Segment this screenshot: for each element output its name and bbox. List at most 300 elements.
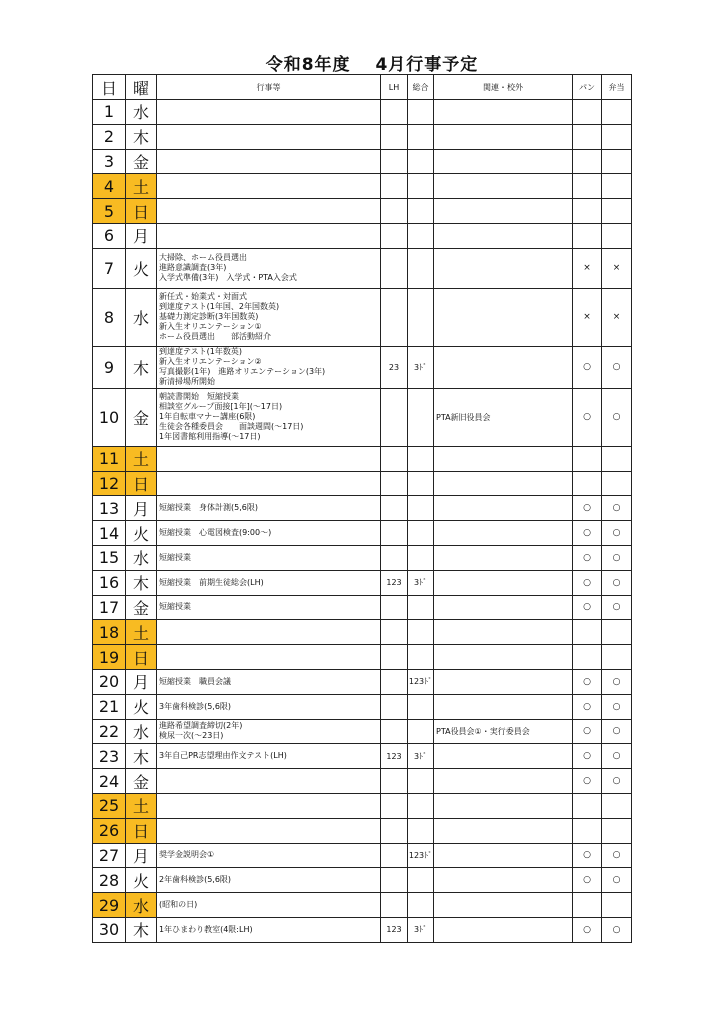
day-cell: 3 bbox=[93, 149, 126, 174]
kanren-cell bbox=[434, 248, 573, 288]
table-row bbox=[93, 620, 632, 645]
kanren-cell bbox=[434, 521, 573, 546]
table-row bbox=[93, 124, 632, 149]
day-cell: 26 bbox=[93, 818, 126, 843]
events-cell bbox=[157, 471, 381, 496]
table-row bbox=[93, 388, 632, 446]
weekday-cell: 月 bbox=[126, 496, 157, 521]
table-row bbox=[93, 694, 632, 719]
kanren-cell bbox=[434, 346, 573, 388]
events-cell bbox=[157, 288, 381, 346]
day-cell: 20 bbox=[93, 669, 126, 694]
weekday-cell: 日 bbox=[126, 199, 157, 224]
sogo-cell bbox=[408, 893, 434, 918]
events-cell bbox=[157, 545, 381, 570]
bento-cell: ○ bbox=[602, 769, 632, 794]
kanren-cell bbox=[434, 645, 573, 670]
kanren-cell bbox=[434, 199, 573, 224]
pan-cell bbox=[573, 149, 602, 174]
kanren-cell: PTA新旧役員会 bbox=[434, 388, 573, 446]
lh-cell bbox=[381, 496, 408, 521]
pan-cell bbox=[573, 471, 602, 496]
events-cell bbox=[157, 174, 381, 199]
weekday-cell: 金 bbox=[126, 149, 157, 174]
bento-cell: ○ bbox=[602, 868, 632, 893]
events-cell bbox=[157, 446, 381, 471]
sogo-cell bbox=[408, 793, 434, 818]
lh-cell bbox=[381, 174, 408, 199]
pan-cell: ○ bbox=[573, 545, 602, 570]
page-title: 令和8年度 4月行事予定 bbox=[265, 55, 479, 75]
kanren-cell bbox=[434, 100, 573, 125]
lh-cell bbox=[381, 793, 408, 818]
day-cell: 19 bbox=[93, 645, 126, 670]
event-line: 新入生オリエンテーション① bbox=[159, 322, 262, 332]
sogo-cell: 3ﾄﾞ bbox=[408, 570, 434, 595]
kanren-cell bbox=[434, 545, 573, 570]
pan-cell: ○ bbox=[573, 521, 602, 546]
kanren-cell bbox=[434, 620, 573, 645]
event-line: 大掃除、ホーム役員選出 bbox=[159, 253, 247, 263]
pan-cell: ○ bbox=[573, 917, 602, 942]
table-row bbox=[93, 793, 632, 818]
weekday-cell: 水 bbox=[126, 719, 157, 744]
bento-cell: ○ bbox=[602, 521, 632, 546]
pan-cell: ○ bbox=[573, 570, 602, 595]
weekday-cell: 日 bbox=[126, 818, 157, 843]
events-cell bbox=[157, 223, 381, 248]
table-row bbox=[93, 595, 632, 620]
kanren-cell bbox=[434, 570, 573, 595]
events-cell bbox=[157, 388, 381, 446]
pan-cell: ○ bbox=[573, 388, 602, 446]
header-sogo: 総合 bbox=[408, 75, 434, 100]
weekday-cell: 水 bbox=[126, 288, 157, 346]
day-cell: 9 bbox=[93, 346, 126, 388]
event-line: 到達度テスト(1年国、2年国数英) bbox=[159, 302, 280, 312]
bento-cell bbox=[602, 446, 632, 471]
table-row bbox=[93, 223, 632, 248]
event-line: 1年ひまわり教室(4限:LH) bbox=[159, 924, 253, 934]
table-row bbox=[93, 669, 632, 694]
events-cell bbox=[157, 669, 381, 694]
weekday-cell: 金 bbox=[126, 388, 157, 446]
day-cell: 2 bbox=[93, 124, 126, 149]
bento-cell: ○ bbox=[602, 744, 632, 769]
table-row bbox=[93, 719, 632, 744]
event-line: 1年図書館利用指導(～17日) bbox=[159, 432, 261, 442]
table-row bbox=[93, 769, 632, 794]
day-cell: 7 bbox=[93, 248, 126, 288]
weekday-cell: 日 bbox=[126, 471, 157, 496]
events-cell bbox=[157, 199, 381, 224]
sogo-cell bbox=[408, 174, 434, 199]
event-line: (昭和の日) bbox=[159, 900, 198, 910]
day-cell: 13 bbox=[93, 496, 126, 521]
bento-cell: ○ bbox=[602, 669, 632, 694]
bento-cell: ○ bbox=[602, 843, 632, 868]
kanren-cell bbox=[434, 288, 573, 346]
bento-cell bbox=[602, 645, 632, 670]
event-line: 検尿一次(～23日) bbox=[159, 731, 224, 741]
table-row bbox=[93, 288, 632, 346]
lh-cell bbox=[381, 843, 408, 868]
events-cell bbox=[157, 496, 381, 521]
weekday-cell: 木 bbox=[126, 570, 157, 595]
lh-cell bbox=[381, 223, 408, 248]
sogo-cell bbox=[408, 595, 434, 620]
weekday-cell: 水 bbox=[126, 100, 157, 125]
table-row bbox=[93, 149, 632, 174]
day-cell: 15 bbox=[93, 545, 126, 570]
event-line: 短縮授業 職員会議 bbox=[159, 676, 231, 686]
event-line: 短縮授業 bbox=[159, 552, 191, 562]
pan-cell bbox=[573, 199, 602, 224]
lh-cell bbox=[381, 100, 408, 125]
day-cell: 24 bbox=[93, 769, 126, 794]
kanren-cell bbox=[434, 769, 573, 794]
header-row bbox=[93, 75, 632, 100]
sogo-cell bbox=[408, 868, 434, 893]
table-row bbox=[93, 521, 632, 546]
table-row bbox=[93, 868, 632, 893]
events-cell bbox=[157, 793, 381, 818]
event-line: 1年自転車マナー講座(6限) bbox=[159, 412, 256, 422]
events-cell bbox=[157, 570, 381, 595]
header-pan: パン bbox=[573, 75, 602, 100]
weekday-cell: 土 bbox=[126, 446, 157, 471]
pan-cell: ○ bbox=[573, 769, 602, 794]
sogo-cell bbox=[408, 100, 434, 125]
kanren-cell bbox=[434, 793, 573, 818]
kanren-cell bbox=[434, 893, 573, 918]
bento-cell bbox=[602, 893, 632, 918]
pan-cell: ○ bbox=[573, 669, 602, 694]
events-cell bbox=[157, 893, 381, 918]
event-line: 短縮授業 身体計測(5,6限) bbox=[159, 503, 258, 513]
table-row bbox=[93, 346, 632, 388]
sogo-cell bbox=[408, 545, 434, 570]
header-lh: LH bbox=[381, 75, 408, 100]
events-cell bbox=[157, 843, 381, 868]
schedule-table bbox=[92, 74, 632, 943]
day-cell: 8 bbox=[93, 288, 126, 346]
weekday-cell: 木 bbox=[126, 744, 157, 769]
bento-cell: ○ bbox=[602, 496, 632, 521]
weekday-cell: 木 bbox=[126, 346, 157, 388]
bento-cell bbox=[602, 199, 632, 224]
events-cell bbox=[157, 818, 381, 843]
bento-cell bbox=[602, 793, 632, 818]
bento-cell: ○ bbox=[602, 719, 632, 744]
events-cell bbox=[157, 100, 381, 125]
lh-cell bbox=[381, 124, 408, 149]
events-cell bbox=[157, 620, 381, 645]
event-line: 2年歯科検診(5,6限) bbox=[159, 875, 232, 885]
event-line: 朝読書開始 短縮授業 bbox=[159, 392, 239, 402]
lh-cell bbox=[381, 388, 408, 446]
kanren-cell bbox=[434, 744, 573, 769]
sogo-cell bbox=[408, 388, 434, 446]
lh-cell bbox=[381, 199, 408, 224]
weekday-cell: 土 bbox=[126, 174, 157, 199]
sogo-cell bbox=[408, 124, 434, 149]
bento-cell bbox=[602, 223, 632, 248]
sogo-cell bbox=[408, 496, 434, 521]
event-line: ホーム役員選出 部活動紹介 bbox=[159, 332, 271, 342]
lh-cell bbox=[381, 248, 408, 288]
kanren-cell bbox=[434, 595, 573, 620]
sogo-cell bbox=[408, 694, 434, 719]
sogo-cell: 123ﾄﾞ bbox=[408, 843, 434, 868]
sogo-cell bbox=[408, 769, 434, 794]
table-row bbox=[93, 496, 632, 521]
pan-cell: ○ bbox=[573, 744, 602, 769]
bento-cell bbox=[602, 471, 632, 496]
events-cell bbox=[157, 769, 381, 794]
pan-cell: ○ bbox=[573, 496, 602, 521]
lh-cell: 23 bbox=[381, 346, 408, 388]
bento-cell bbox=[602, 818, 632, 843]
day-cell: 4 bbox=[93, 174, 126, 199]
sogo-cell: 3ﾄﾞ bbox=[408, 917, 434, 942]
pan-cell bbox=[573, 893, 602, 918]
weekday-cell: 火 bbox=[126, 521, 157, 546]
bento-cell: ○ bbox=[602, 570, 632, 595]
event-line: 進路意識調査(3年) bbox=[159, 263, 227, 273]
table-row bbox=[93, 893, 632, 918]
table-row bbox=[93, 917, 632, 942]
day-cell: 11 bbox=[93, 446, 126, 471]
event-line: 奨学金説明会① bbox=[159, 850, 215, 860]
pan-cell: ○ bbox=[573, 595, 602, 620]
pan-cell: ○ bbox=[573, 346, 602, 388]
weekday-cell: 火 bbox=[126, 694, 157, 719]
events-cell bbox=[157, 248, 381, 288]
pan-cell: × bbox=[573, 248, 602, 288]
day-cell: 25 bbox=[93, 793, 126, 818]
event-line: 入学式準備(3年) 入学式・PTA入会式 bbox=[159, 273, 297, 283]
lh-cell bbox=[381, 595, 408, 620]
weekday-cell: 土 bbox=[126, 620, 157, 645]
pan-cell bbox=[573, 446, 602, 471]
pan-cell: ○ bbox=[573, 843, 602, 868]
kanren-cell bbox=[434, 471, 573, 496]
day-cell: 30 bbox=[93, 917, 126, 942]
pan-cell bbox=[573, 223, 602, 248]
sogo-cell bbox=[408, 818, 434, 843]
day-cell: 28 bbox=[93, 868, 126, 893]
table-row bbox=[93, 545, 632, 570]
events-cell bbox=[157, 917, 381, 942]
table-row bbox=[93, 446, 632, 471]
day-cell: 16 bbox=[93, 570, 126, 595]
events-cell bbox=[157, 645, 381, 670]
events-cell bbox=[157, 595, 381, 620]
sogo-cell bbox=[408, 719, 434, 744]
sogo-cell bbox=[408, 471, 434, 496]
day-cell: 1 bbox=[93, 100, 126, 125]
sogo-cell: 3ﾄﾞ bbox=[408, 744, 434, 769]
lh-cell bbox=[381, 288, 408, 346]
weekday-cell: 金 bbox=[126, 769, 157, 794]
weekday-cell: 月 bbox=[126, 843, 157, 868]
pan-cell bbox=[573, 100, 602, 125]
bento-cell: × bbox=[602, 248, 632, 288]
sogo-cell bbox=[408, 149, 434, 174]
header-day: 日 bbox=[93, 75, 126, 100]
lh-cell bbox=[381, 818, 408, 843]
kanren-cell bbox=[434, 669, 573, 694]
lh-cell bbox=[381, 471, 408, 496]
weekday-cell: 月 bbox=[126, 669, 157, 694]
table-row bbox=[93, 100, 632, 125]
kanren-cell: PTA役員会①・実行委員会 bbox=[434, 719, 573, 744]
sogo-cell bbox=[408, 248, 434, 288]
event-line: 3年歯科検診(5,6限) bbox=[159, 701, 232, 711]
event-line: 短縮授業 bbox=[159, 602, 191, 612]
lh-cell bbox=[381, 769, 408, 794]
events-cell bbox=[157, 744, 381, 769]
pan-cell: × bbox=[573, 288, 602, 346]
day-cell: 27 bbox=[93, 843, 126, 868]
sogo-cell bbox=[408, 521, 434, 546]
event-line: 写真撮影(1年) 進路オリエンテーション(3年) bbox=[159, 367, 326, 377]
event-line: 新入生オリエンテーション② bbox=[159, 357, 262, 367]
event-line: 短縮授業 心電図検査(9:00～) bbox=[159, 528, 272, 538]
bento-cell bbox=[602, 174, 632, 199]
sogo-cell: 3ﾄﾞ bbox=[408, 346, 434, 388]
events-cell bbox=[157, 868, 381, 893]
event-line: 生徒会各種委員会 面談週間(～17日) bbox=[159, 422, 304, 432]
pan-cell: ○ bbox=[573, 719, 602, 744]
day-cell: 6 bbox=[93, 223, 126, 248]
weekday-cell: 火 bbox=[126, 868, 157, 893]
pan-cell bbox=[573, 124, 602, 149]
events-cell bbox=[157, 124, 381, 149]
table-row bbox=[93, 471, 632, 496]
kanren-cell bbox=[434, 446, 573, 471]
bento-cell: ○ bbox=[602, 545, 632, 570]
weekday-cell: 水 bbox=[126, 545, 157, 570]
lh-cell: 123 bbox=[381, 917, 408, 942]
pan-cell bbox=[573, 620, 602, 645]
event-line: 短縮授業 前期生徒総会(LH) bbox=[159, 577, 264, 587]
sogo-cell bbox=[408, 446, 434, 471]
lh-cell bbox=[381, 694, 408, 719]
bento-cell bbox=[602, 100, 632, 125]
pan-cell bbox=[573, 793, 602, 818]
kanren-cell bbox=[434, 818, 573, 843]
day-cell: 22 bbox=[93, 719, 126, 744]
pan-cell bbox=[573, 174, 602, 199]
events-cell bbox=[157, 719, 381, 744]
table-row bbox=[93, 843, 632, 868]
day-cell: 17 bbox=[93, 595, 126, 620]
kanren-cell bbox=[434, 124, 573, 149]
event-line: 3年自己PR志望理由作文テスト(LH) bbox=[159, 751, 287, 761]
kanren-cell bbox=[434, 149, 573, 174]
bento-cell: ○ bbox=[602, 917, 632, 942]
bento-cell bbox=[602, 124, 632, 149]
day-cell: 12 bbox=[93, 471, 126, 496]
pan-cell bbox=[573, 818, 602, 843]
day-cell: 23 bbox=[93, 744, 126, 769]
sogo-cell: 123ﾄﾞ bbox=[408, 669, 434, 694]
day-cell: 18 bbox=[93, 620, 126, 645]
table-row bbox=[93, 199, 632, 224]
event-line: 相談室グループ面接[1年](～17日) bbox=[159, 402, 283, 412]
lh-cell bbox=[381, 620, 408, 645]
lh-cell bbox=[381, 719, 408, 744]
table-row bbox=[93, 645, 632, 670]
day-cell: 21 bbox=[93, 694, 126, 719]
weekday-cell: 木 bbox=[126, 124, 157, 149]
lh-cell bbox=[381, 645, 408, 670]
sogo-cell bbox=[408, 620, 434, 645]
lh-cell bbox=[381, 669, 408, 694]
header-bento: 弁当 bbox=[602, 75, 632, 100]
kanren-cell bbox=[434, 868, 573, 893]
table-row bbox=[93, 744, 632, 769]
weekday-cell: 水 bbox=[126, 893, 157, 918]
event-line: 新清掃場所開始 bbox=[159, 377, 215, 387]
event-line: 新任式・始業式・対面式 bbox=[159, 292, 247, 302]
lh-cell bbox=[381, 446, 408, 471]
bento-cell bbox=[602, 620, 632, 645]
sogo-cell bbox=[408, 223, 434, 248]
weekday-cell: 月 bbox=[126, 223, 157, 248]
bento-cell: ○ bbox=[602, 388, 632, 446]
sogo-cell bbox=[408, 645, 434, 670]
lh-cell bbox=[381, 545, 408, 570]
lh-cell: 123 bbox=[381, 570, 408, 595]
kanren-cell bbox=[434, 496, 573, 521]
weekday-cell: 木 bbox=[126, 917, 157, 942]
weekday-cell: 火 bbox=[126, 248, 157, 288]
kanren-cell bbox=[434, 174, 573, 199]
bento-cell: ○ bbox=[602, 595, 632, 620]
header-events: 行事等 bbox=[157, 75, 381, 100]
lh-cell bbox=[381, 893, 408, 918]
bento-cell bbox=[602, 149, 632, 174]
table-row bbox=[93, 248, 632, 288]
day-cell: 29 bbox=[93, 893, 126, 918]
sogo-cell bbox=[408, 288, 434, 346]
pan-cell: ○ bbox=[573, 868, 602, 893]
day-cell: 14 bbox=[93, 521, 126, 546]
bento-cell: ○ bbox=[602, 694, 632, 719]
pan-cell: ○ bbox=[573, 694, 602, 719]
day-cell: 10 bbox=[93, 388, 126, 446]
weekday-cell: 土 bbox=[126, 793, 157, 818]
sogo-cell bbox=[408, 199, 434, 224]
day-cell: 5 bbox=[93, 199, 126, 224]
weekday-cell: 日 bbox=[126, 645, 157, 670]
lh-cell: 123 bbox=[381, 744, 408, 769]
lh-cell bbox=[381, 149, 408, 174]
events-cell bbox=[157, 346, 381, 388]
kanren-cell bbox=[434, 223, 573, 248]
events-cell bbox=[157, 149, 381, 174]
events-cell bbox=[157, 694, 381, 719]
table-row bbox=[93, 570, 632, 595]
kanren-cell bbox=[434, 843, 573, 868]
event-line: 到達度テスト(1年数英) bbox=[159, 347, 243, 357]
event-line: 基礎力測定診断(3年国数英) bbox=[159, 312, 259, 322]
table-row bbox=[93, 174, 632, 199]
header-dow: 曜 bbox=[126, 75, 157, 100]
